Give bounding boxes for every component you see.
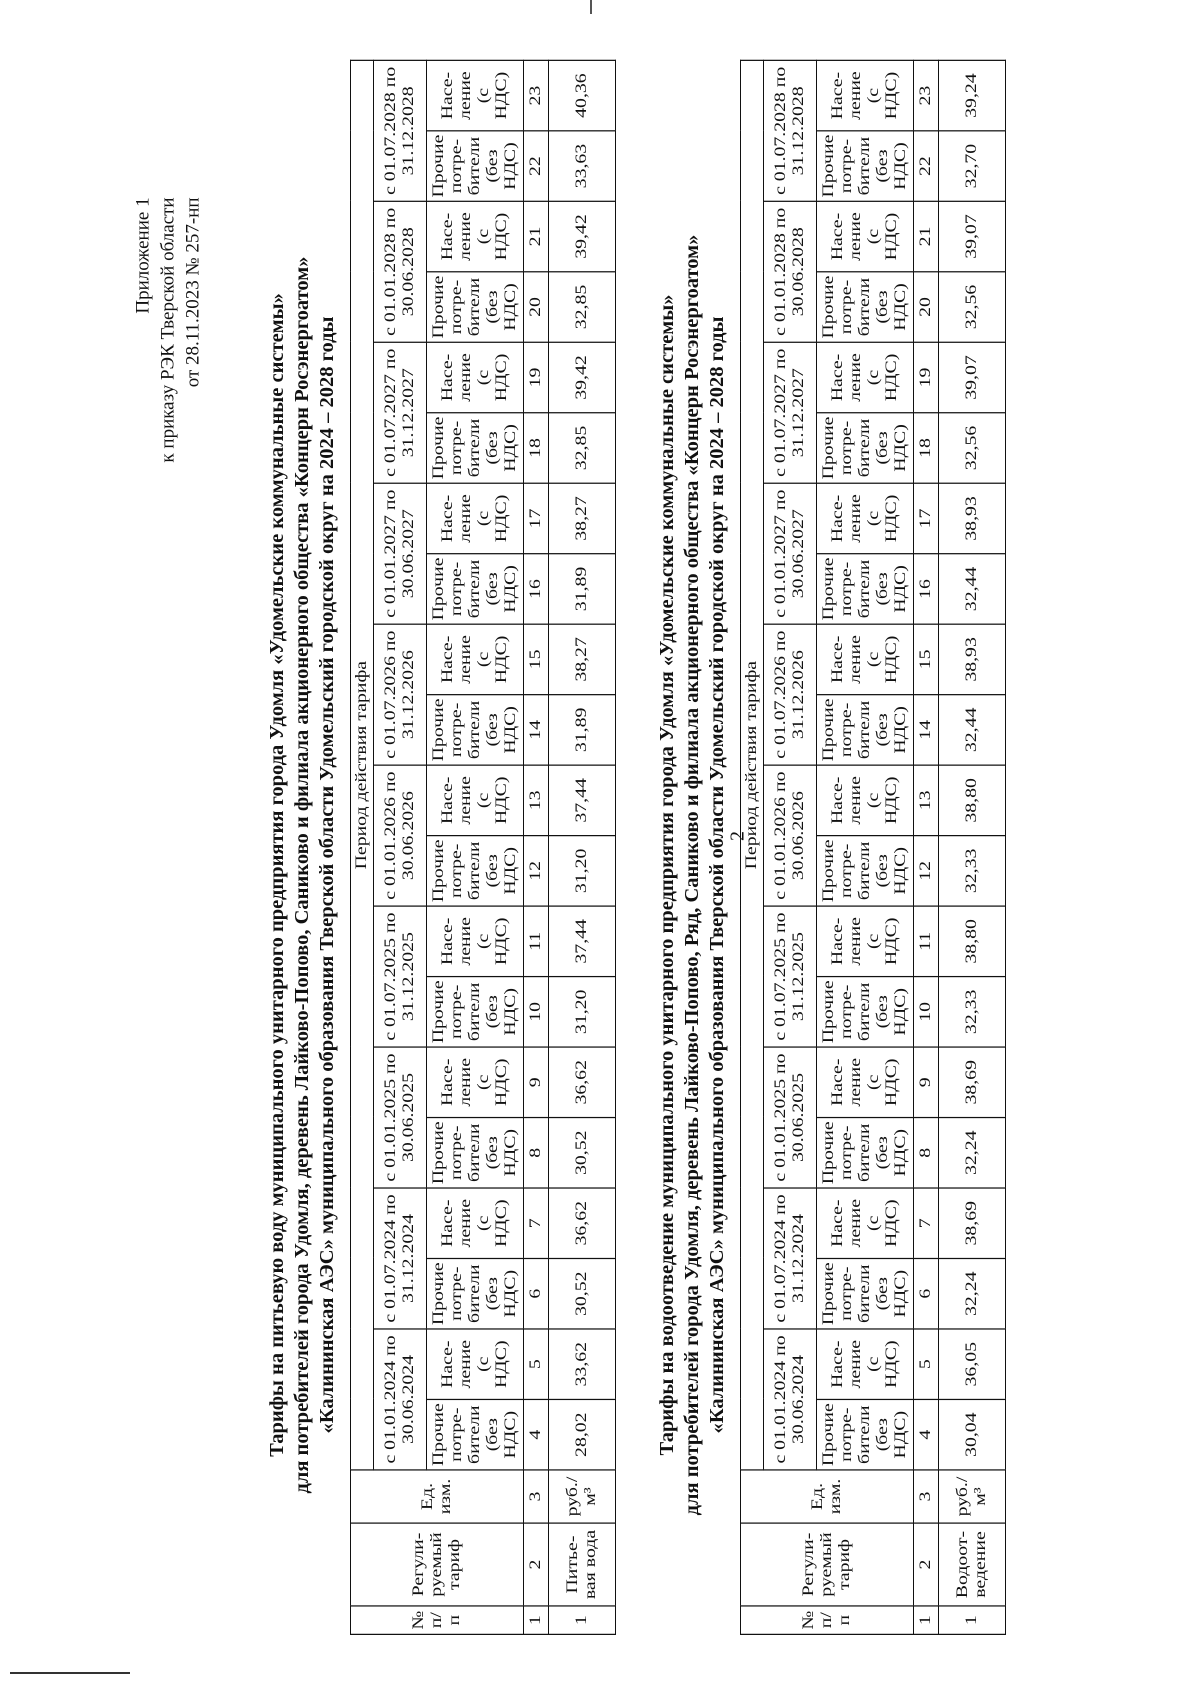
row-unit: руб./м³: [939, 1470, 1006, 1523]
header-number: № п/ п: [741, 1606, 914, 1634]
period-range: с 01.01.2026 по 30.06.2026: [374, 765, 427, 906]
column-number-row: [914, 60, 939, 1634]
header-other-consumers: Прочие потре-бители (без НДС): [817, 1118, 914, 1188]
tariff-value: 30,04: [939, 1399, 1006, 1469]
column-number: 17: [524, 483, 549, 553]
row-tariff: Питье-вая вода: [549, 1523, 616, 1606]
header-population: Насе-ление (с НДС): [817, 1047, 914, 1117]
tariff-value: 31,89: [549, 695, 616, 765]
table-row: [549, 60, 616, 1634]
period-range: с 01.01.2026 по 30.06.2026: [764, 765, 817, 906]
period-range: с 01.01.2028 по 30.06.2028: [374, 201, 427, 342]
header-other-consumers: Прочие потре-бители (без НДС): [427, 1118, 524, 1188]
header-row: [351, 60, 374, 1634]
header-population: Насе-ление (с НДС): [817, 342, 914, 412]
header-population: Насе-ление (с НДС): [427, 201, 524, 271]
tariff-value: 32,44: [939, 554, 1006, 624]
header-population: Насе-ление (с НДС): [817, 201, 914, 271]
header-population: Насе-ление (с НДС): [427, 906, 524, 976]
header-population: Насе-ление (с НДС): [427, 1329, 524, 1399]
header-row: [741, 60, 764, 1634]
table-title: [265, 95, 340, 1655]
column-number: 4: [914, 1399, 939, 1469]
header-number: № п/ п: [351, 1606, 524, 1634]
scan-artifact-mark: [590, 0, 592, 14]
column-number: 20: [524, 272, 549, 342]
table-title: [655, 95, 730, 1655]
tariff-value: 33,63: [549, 131, 616, 201]
header-other-consumers: Прочие потре-бители (без НДС): [817, 413, 914, 483]
tariff-value: 32,44: [939, 695, 1006, 765]
row-number: 1: [939, 1606, 1006, 1634]
header-tariff: Регули-руемый тариф: [741, 1523, 914, 1606]
period-range: с 01.07.2028 по 31.12.2028: [374, 60, 427, 201]
header-other-consumers: Прочие потре-бители (без НДС): [817, 836, 914, 906]
column-number: 18: [524, 413, 549, 483]
column-number: 1: [524, 1606, 549, 1634]
period-range: с 01.07.2024 по 31.12.2024: [374, 1188, 427, 1329]
period-range: с 01.07.2025 по 31.12.2025: [374, 906, 427, 1047]
column-number: 10: [524, 977, 549, 1047]
header-tariff: Регули-руемый тариф: [351, 1523, 524, 1606]
appendix-line-3: от 28.11.2023 № 257-нп: [182, 197, 204, 388]
tariff-value: 38,27: [549, 624, 616, 694]
header-other-consumers: Прочие потре-бители (без НДС): [817, 554, 914, 624]
column-number: 13: [524, 765, 549, 835]
water-tariff-section: [265, 66, 616, 1655]
page-number: 2: [726, 831, 749, 841]
tariff-value: 40,36: [549, 60, 616, 130]
tariff-value: 38,27: [549, 483, 616, 553]
header-population: Насе-ление (с НДС): [427, 624, 524, 694]
header-period: Период действия тарифа: [741, 60, 764, 1470]
column-number: 8: [914, 1118, 939, 1188]
column-number: 2: [914, 1523, 939, 1606]
header-row: [427, 60, 524, 1634]
tariff-value: 39,42: [549, 201, 616, 271]
column-number: 3: [524, 1470, 549, 1523]
tariff-value: 38,93: [939, 624, 1006, 694]
header-other-consumers: Прочие потре-бители (без НДС): [817, 977, 914, 1047]
header-other-consumers: Прочие потре-бители (без НДС): [427, 1258, 524, 1328]
column-number: 9: [914, 1047, 939, 1117]
column-number-row: [524, 60, 549, 1634]
column-number: 16: [914, 554, 939, 624]
appendix-line-1: Приложение 1: [132, 197, 154, 314]
tariff-value: 36,62: [549, 1047, 616, 1117]
column-number: 4: [524, 1399, 549, 1469]
tariff-value: 38,69: [939, 1188, 1006, 1258]
column-number: 3: [914, 1470, 939, 1523]
header-other-consumers: Прочие потре-бители (без НДС): [427, 131, 524, 201]
header-period: Период действия тарифа: [351, 60, 374, 1470]
header-other-consumers: Прочие потре-бители (без НДС): [817, 695, 914, 765]
tariff-value: 28,02: [549, 1399, 616, 1469]
column-number: 14: [524, 695, 549, 765]
header-population: Насе-ление (с НДС): [817, 906, 914, 976]
column-number: 18: [914, 413, 939, 483]
tariff-value: 32,24: [939, 1258, 1006, 1328]
table-title-line: Тарифы на водоотведение муниципального унитарного предприятия города Удомля «Удомельские коммунальные системы»: [656, 294, 678, 1456]
tariff-value: 32,33: [939, 977, 1006, 1047]
header-other-consumers: Прочие потре-бители (без НДС): [427, 413, 524, 483]
column-number: 2: [524, 1523, 549, 1606]
header-population: Насе-ление (с НДС): [817, 483, 914, 553]
header-population: Насе-ление (с НДС): [427, 342, 524, 412]
column-number: 5: [524, 1329, 549, 1399]
column-number: 6: [524, 1258, 549, 1328]
table-title-line: для потребителей города Удомля, деревень Лайково-Попово, Саниково и филиала акционерного общества «Концерн Росэнергоатом»: [291, 256, 313, 1494]
header-population: Насе-ление (с НДС): [427, 1047, 524, 1117]
column-number: 23: [914, 60, 939, 130]
column-number: 21: [914, 201, 939, 271]
column-number: 15: [914, 624, 939, 694]
appendix-line-2: к приказу РЭК Тверской области: [157, 197, 179, 463]
tariff-value: 30,52: [549, 1258, 616, 1328]
column-number: 16: [524, 554, 549, 624]
tariff-value: 30,52: [549, 1118, 616, 1188]
period-range: с 01.01.2024 по 30.06.2024: [764, 1329, 817, 1470]
period-range: с 01.07.2028 по 31.12.2028: [764, 60, 817, 201]
tariff-value: 31,89: [549, 554, 616, 624]
header-other-consumers: Прочие потре-бители (без НДС): [427, 554, 524, 624]
wastewater-tariff-section: [655, 66, 1006, 1655]
tariff-value: 38,80: [939, 765, 1006, 835]
column-number: 13: [914, 765, 939, 835]
column-number: 12: [914, 836, 939, 906]
row-number: 1: [549, 1606, 616, 1634]
column-number: 22: [914, 131, 939, 201]
tariff-value: 31,20: [549, 836, 616, 906]
period-range: с 01.01.2025 по 30.06.2025: [374, 1047, 427, 1188]
period-range: с 01.01.2024 по 30.06.2024: [374, 1329, 427, 1470]
column-number: 23: [524, 60, 549, 130]
column-number: 10: [914, 977, 939, 1047]
row-tariff: Водоот-ведение: [939, 1523, 1006, 1606]
tariff-table: [350, 60, 616, 1635]
column-number: 8: [524, 1118, 549, 1188]
column-number: 22: [524, 131, 549, 201]
column-number: 15: [524, 624, 549, 694]
tariff-table: [740, 60, 1006, 1635]
column-number: 17: [914, 483, 939, 553]
header-other-consumers: Прочие потре-бители (без НДС): [817, 1399, 914, 1469]
period-range: с 01.01.2028 по 30.06.2028: [764, 201, 817, 342]
tariff-value: 31,20: [549, 977, 616, 1047]
header-population: Насе-ление (с НДС): [817, 624, 914, 694]
tariff-value: 32,33: [939, 836, 1006, 906]
period-range: с 01.01.2027 по 30.06.2027: [374, 483, 427, 624]
column-number: 7: [914, 1188, 939, 1258]
column-number: 21: [524, 201, 549, 271]
header-other-consumers: Прочие потре-бители (без НДС): [427, 1399, 524, 1469]
table-title-line: для потребителей города Удомля, деревень Лайково-Попово, Ряд, Саниково и филиала акционерного общества «Концерн Росэнергоатом»: [681, 234, 703, 1516]
column-number: 6: [914, 1258, 939, 1328]
header-population: Насе-ление (с НДС): [817, 60, 914, 130]
tariff-value: 39,07: [939, 342, 1006, 412]
header-population: Насе-ление (с НДС): [817, 765, 914, 835]
header-row: [817, 60, 914, 1634]
column-number: 9: [524, 1047, 549, 1117]
header-other-consumers: Прочие потре-бители (без НДС): [817, 1258, 914, 1328]
period-range: с 01.07.2025 по 31.12.2025: [764, 906, 817, 1047]
table-title-line: «Калининская АЭС» муниципального образования Тверской области Удомельский городской округ на 2024 – 2028 годы: [706, 316, 728, 1434]
period-range: с 01.07.2027 по 31.12.2027: [764, 342, 817, 483]
tariff-value: 32,24: [939, 1118, 1006, 1188]
tariff-value: 39,42: [549, 342, 616, 412]
header-other-consumers: Прочие потре-бители (без НДС): [427, 977, 524, 1047]
tariff-value: 38,80: [939, 906, 1006, 976]
period-range: с 01.01.2027 по 30.06.2027: [764, 483, 817, 624]
table-title-line: «Калининская АЭС» муниципального образования Тверской области Удомельский городской округ на 2024 – 2028 годы: [316, 316, 338, 1434]
tariff-value: 36,62: [549, 1188, 616, 1258]
header-population: Насе-ление (с НДС): [817, 1329, 914, 1399]
header-population: Насе-ление (с НДС): [817, 1188, 914, 1258]
header-population: Насе-ление (с НДС): [427, 60, 524, 130]
tariff-value: 32,56: [939, 413, 1006, 483]
header-population: Насе-ление (с НДС): [427, 1188, 524, 1258]
column-number: 11: [524, 906, 549, 976]
header-other-consumers: Прочие потре-бители (без НДС): [427, 695, 524, 765]
tariff-value: 39,24: [939, 60, 1006, 130]
column-number: 11: [914, 906, 939, 976]
column-number: 5: [914, 1329, 939, 1399]
tariff-value: 38,69: [939, 1047, 1006, 1117]
tariff-value: 32,85: [549, 272, 616, 342]
tariff-value: 32,56: [939, 272, 1006, 342]
column-number: 19: [524, 342, 549, 412]
column-number: 7: [524, 1188, 549, 1258]
header-population: Насе-ление (с НДС): [427, 483, 524, 553]
tariff-value: 39,07: [939, 201, 1006, 271]
column-number: 12: [524, 836, 549, 906]
table-title-line: Тарифы на питьевую воду муниципального унитарного предприятия города Удомля «Удомельские коммунальные системы»: [266, 293, 288, 1457]
appendix-reference: [131, 197, 206, 462]
header-other-consumers: Прочие потре-бители (без НДС): [427, 272, 524, 342]
period-range: с 01.07.2027 по 31.12.2027: [374, 342, 427, 483]
tariff-value: 32,70: [939, 131, 1006, 201]
column-number: 19: [914, 342, 939, 412]
header-population: Насе-ление (с НДС): [427, 765, 524, 835]
header-other-consumers: Прочие потре-бители (без НДС): [427, 836, 524, 906]
row-unit: руб./м³: [549, 1470, 616, 1523]
tariff-value: 32,85: [549, 413, 616, 483]
period-range: с 01.07.2026 по 31.12.2026: [374, 624, 427, 765]
period-range: с 01.07.2024 по 31.12.2024: [764, 1188, 817, 1329]
tariff-value: 37,44: [549, 765, 616, 835]
header-row: [764, 60, 817, 1634]
tariff-value: 36,05: [939, 1329, 1006, 1399]
column-number: 20: [914, 272, 939, 342]
scan-artifact-line: [10, 1672, 130, 1674]
tariff-value: 33,62: [549, 1329, 616, 1399]
column-number: 1: [914, 1606, 939, 1634]
period-range: с 01.01.2025 по 30.06.2025: [764, 1047, 817, 1188]
header-unit: Ед. изм.: [741, 1470, 914, 1523]
table-row: [939, 60, 1006, 1634]
column-number: 14: [914, 695, 939, 765]
period-range: с 01.07.2026 по 31.12.2026: [764, 624, 817, 765]
header-other-consumers: Прочие потре-бители (без НДС): [817, 272, 914, 342]
tariff-value: 38,93: [939, 483, 1006, 553]
header-row: [374, 60, 427, 1634]
header-unit: Ед. изм.: [351, 1470, 524, 1523]
tariff-value: 37,44: [549, 906, 616, 976]
header-other-consumers: Прочие потре-бители (без НДС): [817, 131, 914, 201]
